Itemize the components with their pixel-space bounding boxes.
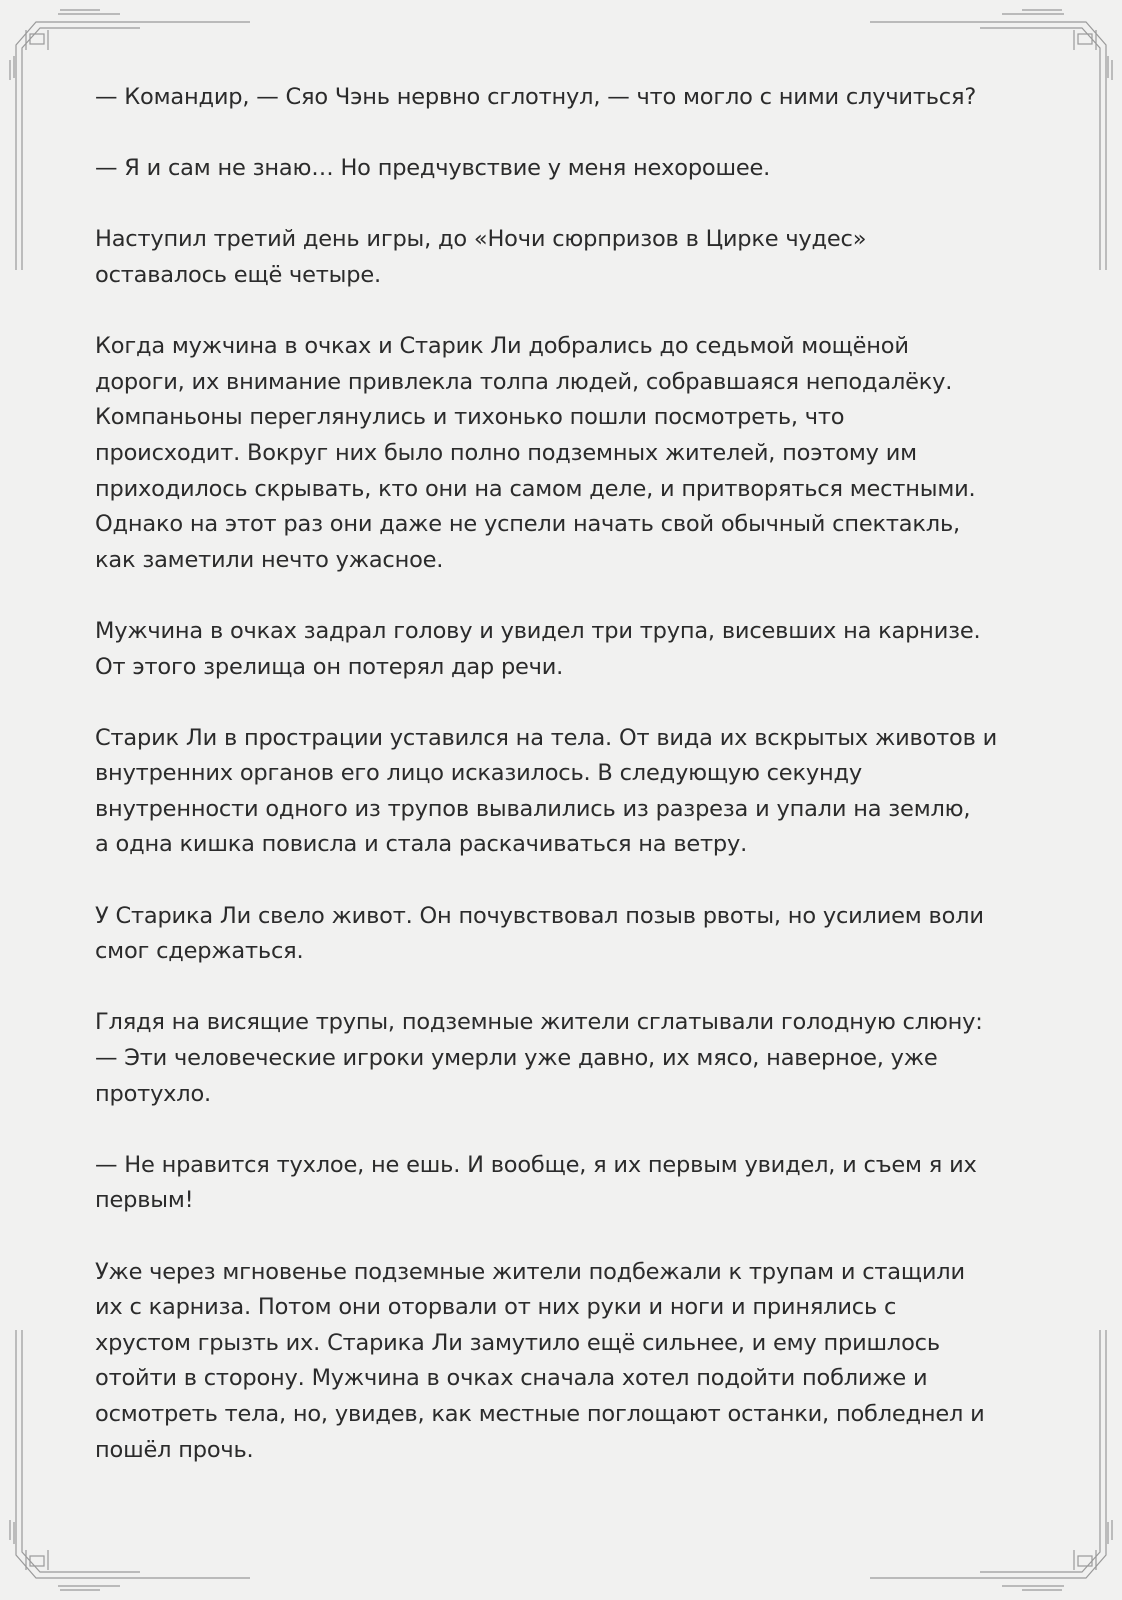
paragraph: Глядя на висящие трупы, подземные жители сглатывали голодную слюну: — Эти человеческие игроки умерли уже давно, их мясо, наверное, уже протухло. <box>95 1009 983 1107</box>
paragraph: Мужчина в очках задрал голову и увидел три трупа, висевших на карнизе. От этого зрелища он потерял дар речи. <box>95 617 981 680</box>
paragraph: Когда мужчина в очках и Старик Ли добрались до седьмой мощёной дороги, их внимание привлекла толпа людей, собравшаяся неподалёку. Компаньоны переглянулись и тихонько пошли посмотреть, что происходит. Вокруг них было полно подземных жителей, поэтому им приходилось скрывать, кто они на самом деле, и притворяться местными. Однако на этот раз они даже не успели начать свой обычный спектакль, как заметили нечто ужасное. <box>95 333 976 573</box>
paragraph: Старик Ли в прострации уставился на тела. От вида их вскрытых животов и внутренних органов его лицо исказилось. В следующую секунду внутренности одного из трупов вывалились из разреза и упали на землю, а одна кишка повисла и стала раскачиваться на ветру. <box>95 724 998 858</box>
paragraph: — Не нравится тухлое, не ешь. И вообще, я их первым увидел, и съем я их первым! <box>95 1151 977 1214</box>
paragraph: — Я и сам не знаю… Но предчувствие у меня нехорошее. <box>95 155 771 182</box>
paragraph: Уже через мгновенье подземные жители подбежали к трупам и стащили их с карниза. Потом они оторвали от них руки и ноги и принялись с хрустом грызть их. Старика Ли замутило ещё сильнее, и ему пришлось отойти в сторону. Мужчина в очках сначала хотел подойти поближе и осмотреть тела, но, увидев, как местные поглощают останки, побледнел и пошёл прочь. <box>95 1258 985 1463</box>
paragraph: Наступил третий день игры, до «Ночи сюрпризов в Цирке чудес» оставалось ещё четыре. <box>95 226 867 288</box>
document-body <box>95 80 1055 1504</box>
paragraph: — Командир, — Сяо Чэнь нервно сглотнул, — что могло с ними случиться? <box>95 84 977 110</box>
paragraph: У Старика Ли свело живот. Он почувствовал позыв рвоты, но усилием воли смог сдержаться. <box>95 902 984 965</box>
